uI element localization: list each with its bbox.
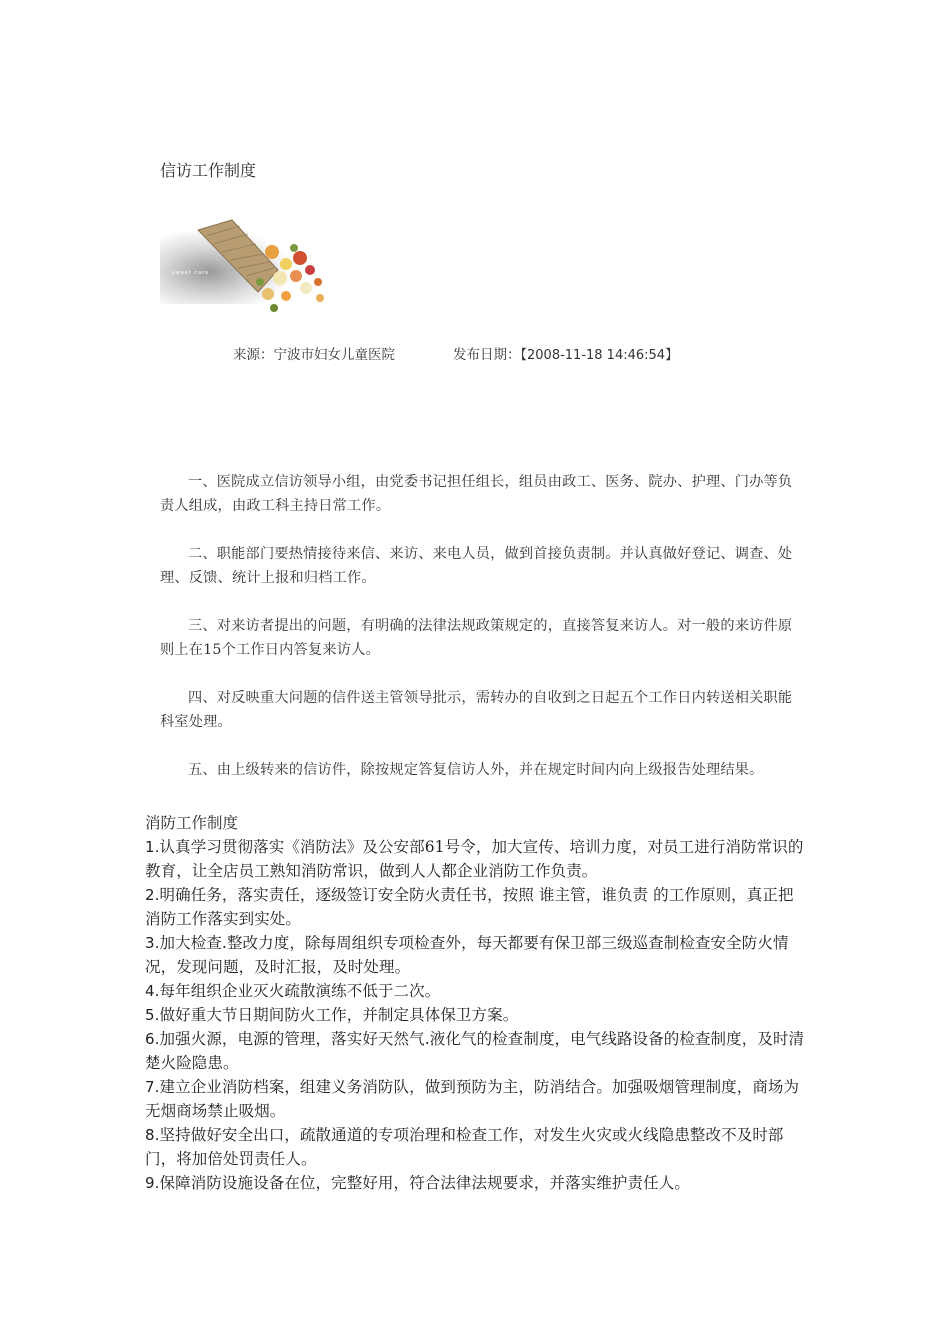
- letter-rule-4: 四、对反映重大问题的信件送主管领导批示，需转办的自收到之日起五个工作日内转送相关职能科室处理。: [160, 690, 793, 730]
- date-label: 发布日期：: [453, 347, 521, 363]
- fire-rule-5: 5.做好重大节日期间防火工作，并制定具体保卫方案。: [145, 1006, 519, 1024]
- letter-rules: [160, 470, 800, 806]
- fire-rule-2: 2.明确任务，落实责任，逐级签订安全防火责任书，按照 谁主管，谁负责 的工作原则，真正把消防工作落实到实处。: [145, 886, 794, 928]
- fire-rule-3: 3.加大检查.整改力度，除每周组织专项检查外，每天都要有保卫部三级巡查制检查安全防火情况，发现问题，及时汇报，及时处理。: [145, 934, 789, 976]
- logo-text: sweet care: [172, 270, 210, 276]
- fire-rule-1: 1.认真学习贯彻落实《消防法》及公安部61号令，加大宣传、培训力度，对员工进行消防常识的教育，让全店员工熟知消防常识，做到人人都企业消防工作负责。: [145, 838, 804, 880]
- fire-rule-9: 9.保障消防设施设备在位，完整好用，符合法律法规要求，并落实维护责任人。: [145, 1174, 690, 1192]
- fire-section-title: 消防工作制度: [145, 814, 239, 832]
- fire-rule-7: 7.建立企业消防档案，组建义务消防队，做到预防为主，防消结合。加强吸烟管理制度，商场为无烟商场禁止吸烟。: [145, 1078, 800, 1120]
- flower-cornucopia-icon: [160, 212, 335, 324]
- date-value: 【2008-11-18 14:46:54】: [520, 348, 679, 363]
- meta-line: [233, 345, 678, 366]
- fire-rule-6: 6.加强火源，电源的管理，落实好天然气.液化气的检查制度，电气线路设备的检查制度，及时清楚火险隐患。: [145, 1030, 805, 1072]
- source-label: 来源：宁波市妇女儿童医院: [233, 347, 395, 363]
- fire-rule-4: 4.每年组织企业灭火疏散演练不低于二次。: [145, 982, 441, 1000]
- letter-rule-5: 五、由上级转来的信访件，除按规定答复信访人外，并在规定时间内向上级报告处理结果。: [188, 762, 764, 778]
- letter-rule-1: 一、医院成立信访领导小组，由党委书记担任组长，组员由政工、医务、院办、护理、门办等负责人组成，由政工科主持日常工作。: [160, 474, 793, 514]
- page-title: 信访工作制度: [160, 161, 257, 180]
- fire-rules: [145, 835, 809, 1195]
- letter-rule-3: 三、对来访者提出的问题，有明确的法律法规政策规定的，直接答复来访人。对一般的来访件原则上在15个工作日内答复来访人。: [160, 618, 793, 658]
- fire-rule-8: 8.坚持做好安全出口，疏散通道的专项治理和检查工作，对发生火灾或火线隐患整改不及时部门，将加倍处罚责任人。: [145, 1126, 784, 1168]
- letter-rule-2: 二、职能部门要热情接待来信、来访、来电人员，做到首接负责制。并认真做好登记、调查、处理、反馈、统计上报和归档工作。: [160, 546, 793, 586]
